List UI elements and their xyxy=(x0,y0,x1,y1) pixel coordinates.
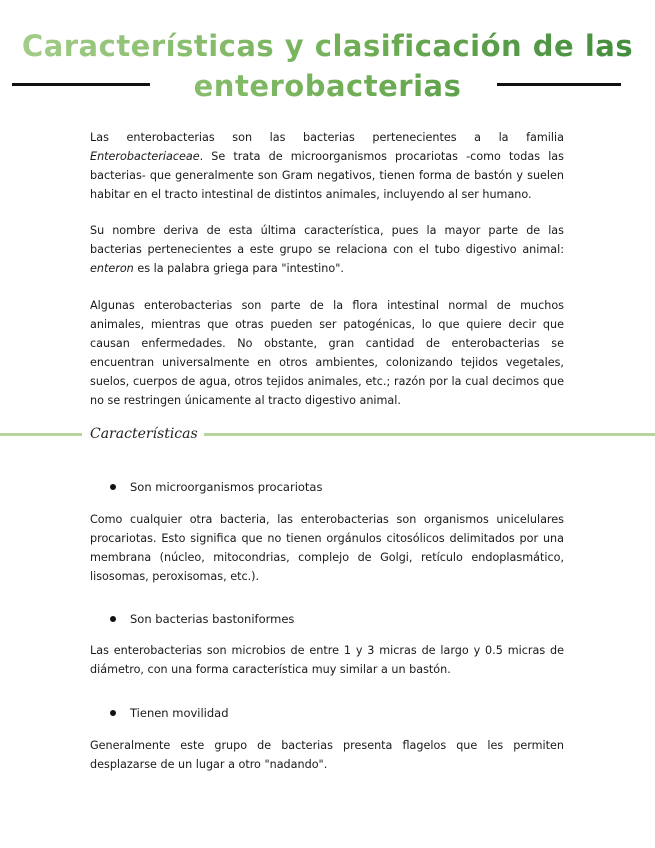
intro-p1-text-a: Las enterobacterias son las bacterias pertenecientes a la familia xyxy=(90,131,564,144)
section-rule-right xyxy=(204,433,655,436)
page-title-line-1: Características y clasificación de las xyxy=(0,26,655,66)
intro-p2-text-b: es la palabra griega para "intestino". xyxy=(133,262,344,275)
bullet-dot-icon xyxy=(110,484,116,490)
intro-p1-text-b: . Se trata de microorganismos procariotas -como todas las bacterias- que generalmente son Gram negativos, tienen forma de bastón y suelen habitar en el tracto intestinal de distintos animales, incluyendo al ser humano. xyxy=(90,150,564,201)
intro-paragraph-3: Algunas enterobacterias son parte de la flora intestinal normal de muchos animales, mientras que otras pueden ser patogénicas, lo que quiere decir que causan enfermedades. No obstante, gran cantidad de enterobacterias se encuentran universalmente en otros ambientes, colonizando tejidos vegetales, suelos, cuerpos de agua, otros tejidos animales, etc.; razón por la cual decimos que no se restringen únicamente al tracto digestivo animal. xyxy=(90,299,564,407)
intro-p2-greek-word: enteron xyxy=(90,262,134,275)
section-rule-left xyxy=(0,433,82,436)
item-description: Como cualquier otra bacteria, las enterobacterias son organismos unicelulares procariotas. Esto significa que no tienen orgánulos citosólicos delimitados por una membrana (núcleo, mitocondrias, complejo de Golgi, retículo endoplasmático, lisosomas, peroxisomas, etc.). xyxy=(90,513,564,583)
bullet-dot-icon xyxy=(110,616,116,622)
intro-paragraph-1 xyxy=(90,128,564,204)
bullet-label: Tienen movilidad xyxy=(130,706,229,720)
bullet-item xyxy=(110,478,322,496)
page-title-line-2: enterobacterias xyxy=(0,66,655,106)
title-rule-right xyxy=(497,83,621,86)
item-description: Las enterobacterias son microbios de entre 1 y 3 micras de largo y 0.5 micras de diámetro, con una forma característica muy similar a un bastón. xyxy=(90,644,564,676)
bullet-dot-icon xyxy=(110,710,116,716)
bullet-label: Son microorganismos procariotas xyxy=(130,480,323,494)
intro-p1-family-name: Enterobacteriaceae xyxy=(90,150,200,163)
bullet-item xyxy=(110,704,229,722)
section-title: Características xyxy=(90,426,198,442)
intro-p2-text-a: Su nombre deriva de esta última característica, pues la mayor parte de las bacterias pertenecientes a este grupo se relaciona con el tubo digestivo animal: xyxy=(90,224,564,256)
item-description: Generalmente este grupo de bacterias presenta flagelos que les permiten desplazarse de un lugar a otro "nadando". xyxy=(90,739,564,771)
intro-paragraph-2 xyxy=(90,221,564,278)
bullet-item xyxy=(110,610,294,628)
bullet-label: Son bacterias bastoniformes xyxy=(130,612,295,626)
